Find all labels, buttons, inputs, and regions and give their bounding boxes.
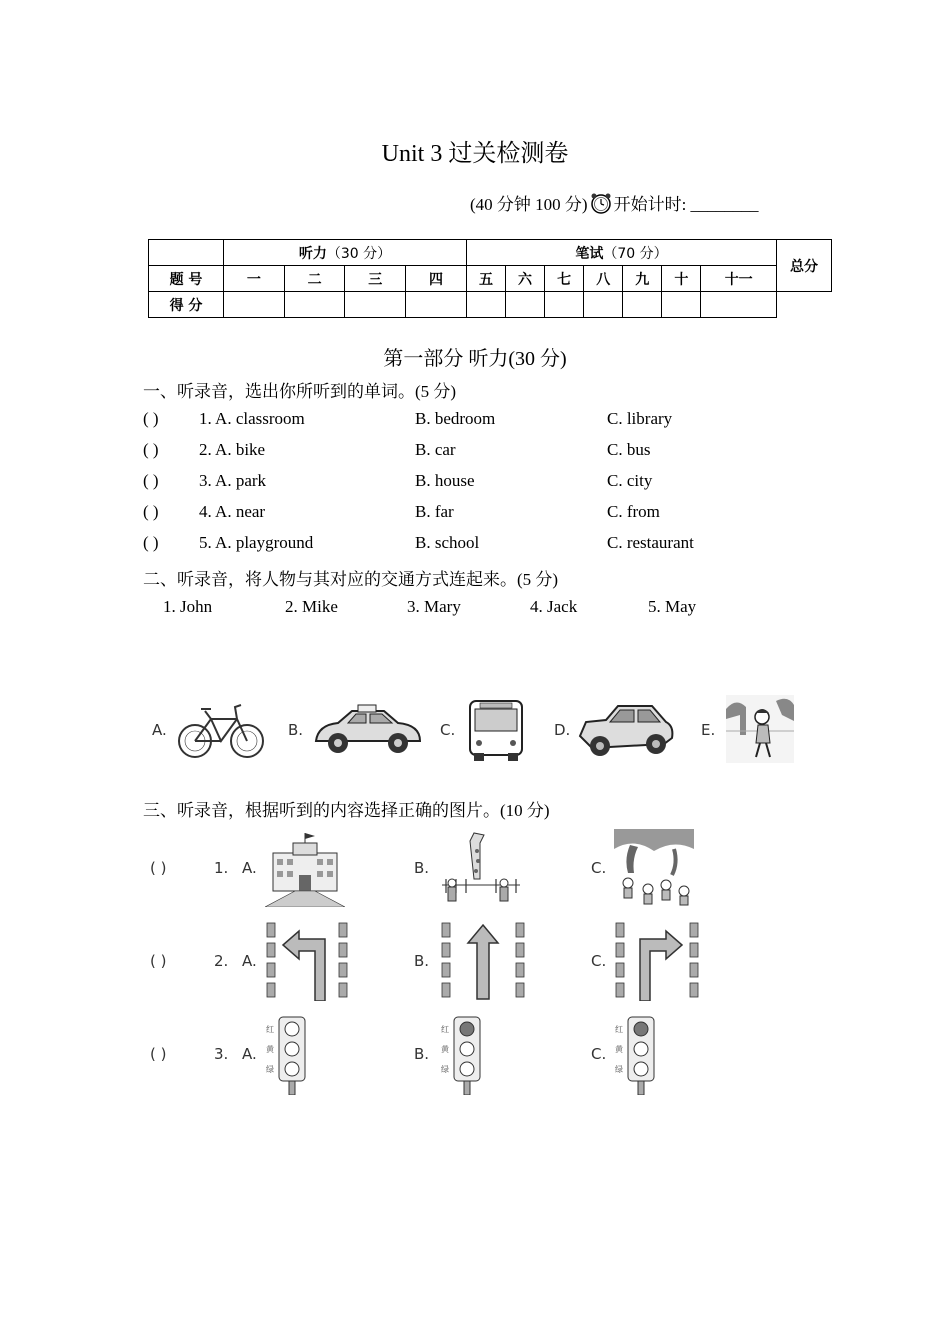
score-table bbox=[148, 239, 832, 318]
q1-instruction: 一、听录音，选出你所听到的单词。(5 分) bbox=[143, 382, 457, 401]
answer-bracket[interactable]: ( ) bbox=[143, 533, 159, 552]
zoo-giraffe-icon bbox=[440, 831, 522, 907]
person-name: 3. Mary bbox=[407, 597, 461, 616]
light-color-label: 绿 bbox=[266, 1065, 274, 1074]
question-number-cell: 七 bbox=[545, 266, 584, 292]
light-color-label: 红 bbox=[441, 1025, 449, 1034]
traffic-light-icon bbox=[440, 1015, 496, 1095]
car-icon bbox=[576, 700, 676, 760]
person-name: 5. May bbox=[648, 597, 697, 616]
light-pole bbox=[638, 1081, 644, 1095]
walking-girl-icon bbox=[726, 695, 794, 763]
question-number: 1. bbox=[214, 859, 229, 877]
signal-lamp bbox=[285, 1062, 299, 1076]
score-cell[interactable] bbox=[406, 292, 467, 318]
writing-header: 笔试（70 分） bbox=[466, 240, 776, 266]
light-color-label: 黄 bbox=[615, 1045, 623, 1054]
signal-lamp bbox=[460, 1062, 474, 1076]
option-a: 2. A. bike bbox=[199, 440, 266, 459]
question-number-cell: 十 bbox=[662, 266, 701, 292]
option-b: B. far bbox=[415, 502, 454, 521]
score-cell[interactable] bbox=[584, 292, 623, 318]
light-color-label: 黄 bbox=[266, 1045, 274, 1054]
signal-lamp bbox=[634, 1042, 648, 1056]
total-header: 总分 bbox=[777, 240, 832, 292]
option-label: C. bbox=[591, 952, 607, 970]
turn-right-arrow-icon bbox=[614, 921, 700, 1001]
question-number-cell: 一 bbox=[224, 266, 285, 292]
option-a: 1. A. classroom bbox=[199, 409, 305, 428]
option-label: A. bbox=[242, 859, 257, 877]
answer-bracket[interactable]: ( ) bbox=[150, 952, 167, 970]
park-icon bbox=[614, 829, 694, 907]
answer-bracket[interactable]: ( ) bbox=[150, 1045, 167, 1063]
part1-heading: 第一部分 听力(30 分) bbox=[383, 348, 567, 370]
option-c: C. bus bbox=[607, 440, 651, 459]
score-cell[interactable] bbox=[345, 292, 406, 318]
question-number-cell: 五 bbox=[466, 266, 505, 292]
person-name: 2. Mike bbox=[285, 597, 338, 616]
signal-lamp bbox=[285, 1022, 299, 1036]
signal-lamp bbox=[634, 1062, 648, 1076]
light-pole bbox=[464, 1081, 470, 1095]
score-cell[interactable] bbox=[506, 292, 545, 318]
answer-bracket[interactable]: ( ) bbox=[143, 502, 159, 521]
answer-bracket[interactable]: ( ) bbox=[143, 409, 159, 428]
question-number-label: 题 号 bbox=[149, 266, 224, 292]
traffic-light-icon bbox=[614, 1015, 670, 1095]
question-number-cell: 十一 bbox=[701, 266, 777, 292]
question-number: 2. bbox=[214, 952, 229, 970]
option-label: B. bbox=[414, 952, 430, 970]
light-pole bbox=[289, 1081, 295, 1095]
option-c: C. restaurant bbox=[607, 533, 694, 552]
option-label: A. bbox=[152, 721, 167, 739]
option-a: 3. A. park bbox=[199, 471, 267, 490]
option-label: D. bbox=[554, 721, 571, 739]
light-color-label: 绿 bbox=[615, 1065, 623, 1074]
question-number-cell: 四 bbox=[406, 266, 467, 292]
clock-icon bbox=[590, 192, 612, 214]
page-title: Unit 3 过关检测卷 bbox=[381, 141, 569, 167]
duration-score: (40 分钟 100 分) bbox=[470, 195, 588, 214]
option-b: B. car bbox=[415, 440, 456, 459]
school-building-icon bbox=[265, 831, 345, 907]
score-cell[interactable] bbox=[466, 292, 505, 318]
option-b: B. house bbox=[415, 471, 475, 490]
option-label: C. bbox=[591, 1045, 607, 1063]
person-name: 1. John bbox=[163, 597, 213, 616]
light-color-label: 红 bbox=[615, 1025, 623, 1034]
question-number: 3. bbox=[214, 1045, 229, 1063]
light-color-label: 红 bbox=[266, 1025, 274, 1034]
option-c: C. city bbox=[607, 471, 653, 490]
option-label: E. bbox=[701, 721, 716, 739]
signal-lamp bbox=[285, 1042, 299, 1056]
question-number-cell: 九 bbox=[623, 266, 662, 292]
option-c: C. library bbox=[607, 409, 673, 428]
question-number-cell: 八 bbox=[584, 266, 623, 292]
question-number-cell: 六 bbox=[506, 266, 545, 292]
option-label: B. bbox=[414, 1045, 430, 1063]
score-cell[interactable] bbox=[623, 292, 662, 318]
q3-instruction: 三、听录音，根据听到的内容选择正确的图片。(10 分) bbox=[143, 801, 550, 820]
option-label: C. bbox=[591, 859, 607, 877]
taxi-icon bbox=[312, 703, 424, 759]
bus-icon bbox=[466, 699, 526, 763]
answer-bracket[interactable]: ( ) bbox=[150, 859, 167, 877]
option-label: B. bbox=[288, 721, 304, 739]
score-cell[interactable] bbox=[701, 292, 777, 318]
option-b: B. bedroom bbox=[415, 409, 496, 428]
option-a: 5. A. playground bbox=[199, 533, 314, 552]
bicycle-icon bbox=[175, 697, 267, 761]
listening-header: 听力（30 分） bbox=[224, 240, 467, 266]
go-straight-arrow-icon bbox=[440, 921, 526, 1001]
question-number-cell: 二 bbox=[284, 266, 345, 292]
option-label: C. bbox=[440, 721, 456, 739]
score-cell[interactable] bbox=[224, 292, 285, 318]
q2-instruction: 二、听录音，将人物与其对应的交通方式连起来。(5 分) bbox=[143, 570, 559, 589]
light-color-label: 绿 bbox=[441, 1065, 449, 1074]
timer-label: 开始计时: ________ bbox=[613, 195, 759, 214]
signal-lamp bbox=[460, 1042, 474, 1056]
score-cell[interactable] bbox=[662, 292, 701, 318]
signal-lamp bbox=[634, 1022, 648, 1036]
option-b: B. school bbox=[415, 533, 480, 552]
time-info bbox=[470, 190, 759, 215]
turn-left-arrow-icon bbox=[265, 921, 351, 1001]
score-cell[interactable] bbox=[545, 292, 584, 318]
light-color-label: 黄 bbox=[441, 1045, 449, 1054]
score-cell[interactable] bbox=[284, 292, 345, 318]
option-label: B. bbox=[414, 859, 430, 877]
option-a: 4. A. near bbox=[199, 502, 266, 521]
answer-bracket[interactable]: ( ) bbox=[143, 440, 159, 459]
question-number-cell: 三 bbox=[345, 266, 406, 292]
option-c: C. from bbox=[607, 502, 660, 521]
option-label: A. bbox=[242, 952, 257, 970]
signal-lamp bbox=[460, 1022, 474, 1036]
option-label: A. bbox=[242, 1045, 257, 1063]
person-name: 4. Jack bbox=[530, 597, 578, 616]
score-label: 得 分 bbox=[149, 292, 224, 318]
answer-bracket[interactable]: ( ) bbox=[143, 471, 159, 490]
traffic-light-icon bbox=[265, 1015, 321, 1095]
